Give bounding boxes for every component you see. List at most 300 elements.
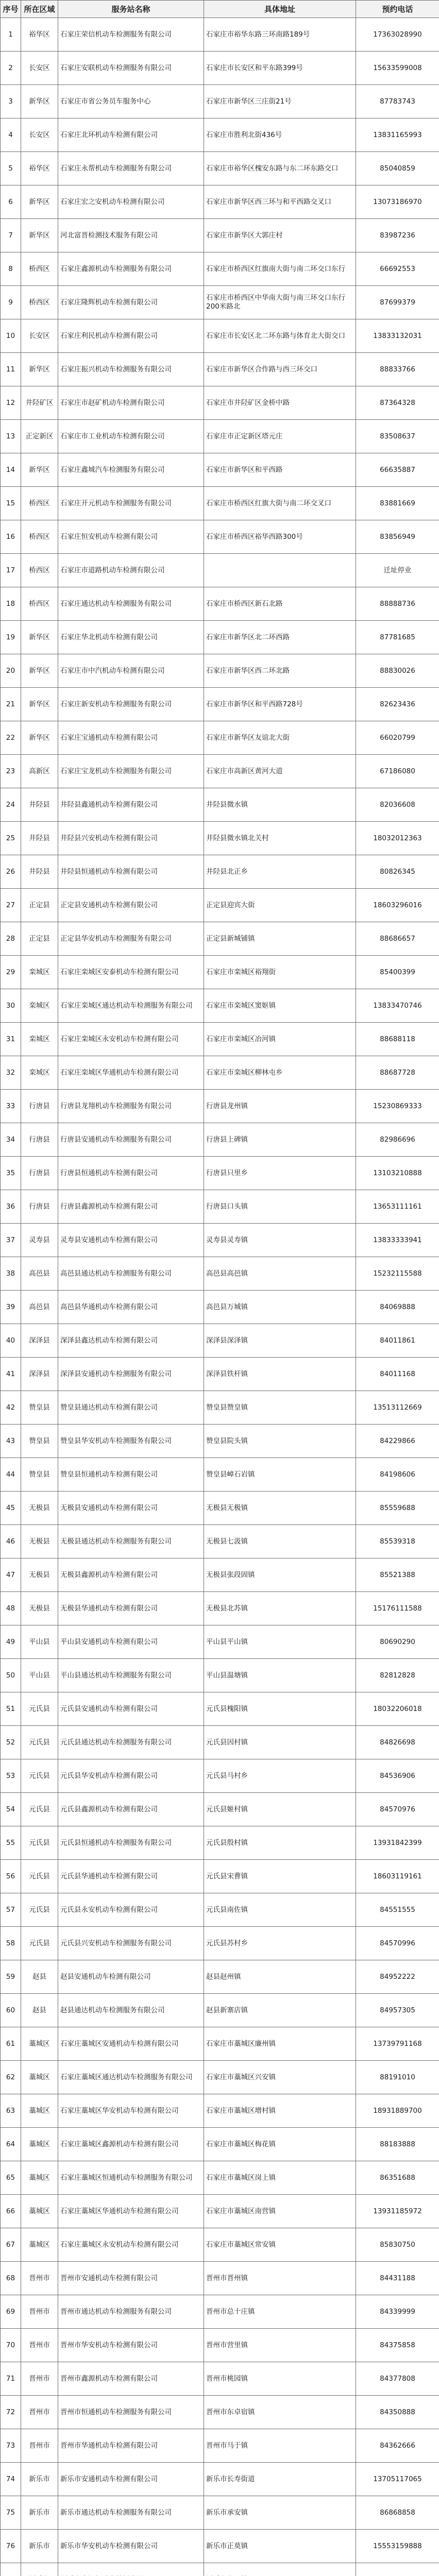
row-phone: 83508637 [356,420,439,453]
row-index: 25 [1,822,21,855]
table-row [1,956,439,989]
row-phone: 66692553 [356,252,439,286]
row-address: 井陉县微水镇 [204,788,356,822]
table-row [1,1324,439,1358]
row-district: 新华区 [21,654,58,688]
row-index: 60 [1,1994,21,2027]
row-address: 深泽县深泽镇 [204,1324,356,1358]
row-address: 石家庄市新华区大郭庄村 [204,219,356,252]
row-phone: 80690290 [356,1625,439,1659]
table-row [1,2027,439,2061]
table-row [1,1592,439,1625]
row-district: 无极县 [21,1492,58,1525]
row-index: 33 [1,1090,21,1123]
table-row [1,2396,439,2429]
row-phone: 87783743 [356,85,439,118]
row-phone: 83987236 [356,219,439,252]
row-index: 11 [1,353,21,386]
row-index: 32 [1,1056,21,1090]
row-phone: 82986696 [356,1123,439,1157]
row-phone: 84011861 [356,1324,439,1358]
row-address: 井陉县北正乡 [204,855,356,889]
row-address: 石家庄市正定新区塔元庄 [204,420,356,453]
row-district: 长安区 [21,52,58,85]
row-phone: 85830750 [356,2228,439,2262]
row-district: 赵县 [21,1994,58,2027]
table-row [1,2563,439,2576]
table-row [1,1291,439,1324]
row-index: 52 [1,1726,21,1759]
row-district: 藁城区 [21,2061,58,2094]
table-row [1,2094,439,2128]
row-station-name: 石家庄市省公务员车服务中心 [58,85,204,118]
row-phone: 88686657 [356,922,439,956]
row-phone: 80826345 [356,855,439,889]
table-row [1,319,439,353]
row-district: 藁城区 [21,2195,58,2228]
row-phone: 84570976 [356,1793,439,1826]
row-district: 元氏县 [21,1726,58,1759]
row-district: 井陉县 [21,855,58,889]
row-station-name: 新乐市通达机动车检测服务有限公司 [58,2496,204,2530]
row-station-name: 晋州市恒通机动车检测服务有限公司 [58,2396,204,2429]
row-address: 石家庄市新华区合作路与西三环交口 [204,353,356,386]
table-row [1,1358,439,1391]
row-phone: 85539318 [356,1525,439,1558]
row-phone: 15176111588 [356,1592,439,1625]
row-index: 36 [1,1190,21,1224]
row-district: 正定县 [21,922,58,956]
table-row [1,219,439,252]
row-station-name: 石家庄藁城区恒通机动车检测服务有限公司 [58,2161,204,2195]
header-station-name: 服务站名称 [58,1,204,18]
row-station-name: 石家庄鑫城汽车检测服务有限公司 [58,453,204,487]
row-index: 70 [1,2329,21,2362]
row-index: 71 [1,2362,21,2396]
row-address: 无极县无极镇 [204,1492,356,1525]
table-row [1,1157,439,1190]
row-district: 新华区 [21,453,58,487]
row-station-name: 赵县通达机动车检测服务有限公司 [58,1994,204,2027]
row-station-name: 井陉县恒通机动车检测有限公司 [58,855,204,889]
table-row [1,1492,439,1525]
row-phone: 85040859 [356,152,439,185]
row-district: 平山县 [21,1625,58,1659]
row-index: 63 [1,2094,21,2128]
row-index: 50 [1,1659,21,1692]
row-phone: 84011168 [356,1358,439,1391]
row-address: 石家庄市藁城区南营镇 [204,2195,356,2228]
row-phone: 84431188 [356,2262,439,2295]
row-station-name: 元氏县永安机动车检测有限公司 [58,1893,204,1927]
row-index: 75 [1,2496,21,2530]
row-district: 无极县 [21,1558,58,1592]
row-phone: 85521388 [356,1558,439,1592]
table-row [1,2329,439,2362]
row-station-name: 赵县安通机动车检测有限公司 [58,1960,204,1994]
row-address: 石家庄市新华区西三环与和平西路交叉口 [204,185,356,219]
row-address: 石家庄市藁城区廉州镇 [204,2027,356,2061]
row-station-name: 行唐县龙翔机动车检测服务有限公司 [58,1090,204,1123]
row-address: 石家庄市藁城区梅花镇 [204,2128,356,2161]
row-address: 石家庄市裕华东路三环南路189号 [204,18,356,52]
table-row [1,1726,439,1759]
row-address: 赞皇县赞皇镇 [204,1391,356,1425]
row-index: 74 [1,2463,21,2496]
row-phone: 88687728 [356,1056,439,1090]
row-station-name [58,2563,204,2576]
row-address: 石家庄市长安区北二环东路与体育北大街交口 [204,319,356,353]
row-index: 56 [1,1860,21,1893]
row-index: 49 [1,1625,21,1659]
row-phone: 84570996 [356,1927,439,1960]
row-district: 栾城区 [21,1056,58,1090]
row-station-name: 石家庄宝通机动车检测有限公司 [58,721,204,755]
row-station-name: 河北富晋检测技术服务有限公司 [58,219,204,252]
table-row [1,1960,439,1994]
row-station-name: 石家庄栾城区华通机动车检测有限公司 [58,1056,204,1090]
row-district: 长安区 [21,319,58,353]
row-district: 桥西区 [21,487,58,520]
row-address: 石家庄市胜利北街436号 [204,118,356,152]
row-district: 晋州市 [21,2262,58,2295]
row-index: 65 [1,2161,21,2195]
table-row [1,587,439,621]
row-phone: 84957305 [356,1994,439,2027]
row-phone: 84229866 [356,1425,439,1458]
row-phone: 18603296016 [356,889,439,922]
row-district: 新乐市 [21,2496,58,2530]
row-station-name: 新乐市安通机动车检测有限公司 [58,2463,204,2496]
row-phone: 85559688 [356,1492,439,1525]
table-row [1,2195,439,2228]
table-row [1,1927,439,1960]
row-index: 73 [1,2429,21,2463]
header-address: 具体地址 [204,1,356,18]
row-index: 19 [1,621,21,654]
row-district: 井陉县 [21,788,58,822]
row-station-name: 晋州市鑫源机动车检测有限公司 [58,2362,204,2396]
row-address: 石家庄市新华区和平西路728号 [204,688,356,721]
row-district: 新华区 [21,621,58,654]
row-address: 新乐市长寿街道 [204,2463,356,2496]
row-district: 新华区 [21,185,58,219]
table-row [1,286,439,319]
table-row [1,1090,439,1123]
row-address: 灵寿县灵寿镇 [204,1224,356,1257]
row-phone: 88830026 [356,654,439,688]
row-phone: 83856949 [356,520,439,554]
row-index: 72 [1,2396,21,2429]
row-address [204,554,356,587]
row-station-name: 平山县通达机动车检测服务有限公司 [58,1659,204,1692]
row-station-name: 石家庄通达机动车检测服务有限公司 [58,587,204,621]
row-district: 桥西区 [21,587,58,621]
row-district: 栾城区 [21,1023,58,1056]
row-phone: 84069888 [356,1291,439,1324]
row-station-name: 石家庄市中汽机动车检测有限公司 [58,654,204,688]
header-phone: 预约电话 [356,1,439,18]
table-row [1,989,439,1023]
row-index: 5 [1,152,21,185]
row-index: 13 [1,420,21,453]
row-station-name: 石家庄藁城区安通机动车检测有限公司 [58,2027,204,2061]
row-district: 深泽县 [21,1358,58,1391]
row-phone: 18032012363 [356,822,439,855]
row-address: 赵县赵州镇 [204,1960,356,1994]
row-district: 藁城区 [21,2094,58,2128]
table-row [1,721,439,755]
table-row [1,1793,439,1826]
row-phone: 87781685 [356,621,439,654]
row-phone: 13833132031 [356,319,439,353]
row-station-name: 石家庄宝龙机动车检测服务有限公司 [58,755,204,788]
row-index: 37 [1,1224,21,1257]
row-index: 39 [1,1291,21,1324]
row-station-name: 无极县鑫源机动车检测有限公司 [58,1558,204,1592]
row-district: 无极县 [21,1592,58,1625]
row-phone: 13931185972 [356,2195,439,2228]
table-row [1,2161,439,2195]
row-phone: 84339999 [356,2295,439,2329]
row-address: 行唐县只里乡 [204,1157,356,1190]
row-address [204,2563,356,2576]
table-row [1,621,439,654]
row-district: 行唐县 [21,1190,58,1224]
row-phone: 13073186970 [356,185,439,219]
row-district: 桥西区 [21,554,58,587]
row-address: 石家庄市藁城区岗上镇 [204,2161,356,2195]
row-phone: 84198606 [356,1458,439,1492]
row-index: 54 [1,1793,21,1826]
row-address: 石家庄市桥西区新石北路 [204,587,356,621]
row-district: 元氏县 [21,1893,58,1927]
row-district: 灵寿县 [21,1224,58,1257]
row-station-name: 晋州市通达机动车检测服务有限公司 [58,2295,204,2329]
row-address: 石家庄市新华区和平西路 [204,453,356,487]
table-row [1,2429,439,2463]
row-district: 赞皇县 [21,1391,58,1425]
row-index: 40 [1,1324,21,1358]
row-district: 井陉县 [21,822,58,855]
row-district: 新华区 [21,721,58,755]
row-phone: 13653111161 [356,1190,439,1224]
row-station-name: 赞皇县通达机动车检测有限公司 [58,1391,204,1425]
row-district: 行唐县 [21,1123,58,1157]
row-index [1,2563,21,2576]
row-index: 69 [1,2295,21,2329]
table-row [1,185,439,219]
row-index: 21 [1,688,21,721]
row-district: 新华区 [21,219,58,252]
row-address: 高邑县高邑镇 [204,1257,356,1291]
row-index: 28 [1,922,21,956]
row-district: 桥西区 [21,286,58,319]
row-index: 76 [1,2530,21,2563]
row-district: 晋州市 [21,2295,58,2329]
row-address: 石家庄市藁城区常安镇 [204,2228,356,2262]
row-district: 藁城区 [21,2161,58,2195]
row-district: 高邑县 [21,1291,58,1324]
row-address: 无极县北苏镇 [204,1592,356,1625]
row-phone: 88688118 [356,1023,439,1056]
row-phone: 88191010 [356,2061,439,2094]
row-station-name: 石家庄华北机动车检测有限公司 [58,621,204,654]
row-address: 晋州市马于镇 [204,2429,356,2463]
row-district: 栾城区 [21,989,58,1023]
row-phone: 17363028990 [356,18,439,52]
row-phone: 84952222 [356,1960,439,1994]
row-index: 3 [1,85,21,118]
row-address: 平山县温塘镇 [204,1659,356,1692]
table-row [1,2496,439,2530]
table-row [1,1458,439,1492]
row-phone: 84536906 [356,1759,439,1793]
row-station-name: 无极县通达机动车检测服务有限公司 [58,1525,204,1558]
row-address: 石家庄市新华区西二环北路 [204,654,356,688]
table-row [1,2228,439,2262]
row-station-name: 石家庄利民机动车检测有限公司 [58,319,204,353]
row-index: 30 [1,989,21,1023]
row-address: 石家庄市高新区黄河大道 [204,755,356,788]
row-district: 裕华区 [21,18,58,52]
table-row [1,1860,439,1893]
row-district: 无极县 [21,1525,58,1558]
row-station-name: 新乐市华安机动车检测有限公司 [58,2530,204,2563]
row-district: 井陉矿区 [21,386,58,420]
table-row [1,152,439,185]
row-address: 石家庄市栾城区柳林屯乡 [204,1056,356,1090]
row-station-name: 石家庄荣信机动车检测服务有限公司 [58,18,204,52]
table-row [1,755,439,788]
row-station-name: 行唐县安通机动车检测服务有限公司 [58,1123,204,1157]
row-station-name: 石家庄安联机动车检测服务有限公司 [58,52,204,85]
row-index: 8 [1,252,21,286]
row-station-name: 赞皇县华安机动车检测服务有限公司 [58,1425,204,1458]
row-address: 元氏县因村镇 [204,1726,356,1759]
row-station-name: 元氏县兴安机动车检测服务有限公司 [58,1927,204,1960]
row-address: 石家庄市井陉矿区金桥中路 [204,386,356,420]
row-district: 行唐县 [21,1157,58,1190]
row-station-name: 石家庄藁城区华安机动车检测有限公司 [58,2094,204,2128]
row-station-name: 石家庄恒安机动车检测有限公司 [58,520,204,554]
row-address: 元氏县槐阳镇 [204,1692,356,1726]
table-row [1,1994,439,2027]
table-row [1,2128,439,2161]
row-station-name: 元氏县恒通机动车检测服务有限公司 [58,1826,204,1860]
row-station-name: 井陉县鑫通机动车检测有限公司 [58,788,204,822]
row-index: 42 [1,1391,21,1425]
row-index: 46 [1,1525,21,1558]
table-row [1,487,439,520]
row-station-name: 石家庄北环机动车检测有限公司 [58,118,204,152]
table-row [1,2061,439,2094]
row-district: 高邑县 [21,1257,58,1291]
row-address: 赞皇县嶂石岩镇 [204,1458,356,1492]
row-index: 22 [1,721,21,755]
row-phone: 84826698 [356,1726,439,1759]
row-index: 67 [1,2228,21,2262]
table-row [1,85,439,118]
row-station-name: 元氏县华安机动车检测有限公司 [58,1759,204,1793]
row-index: 24 [1,788,21,822]
row-index: 68 [1,2262,21,2295]
row-phone: 87699379 [356,286,439,319]
row-index: 1 [1,18,21,52]
row-address: 晋州市东卓宿镇 [204,2396,356,2429]
row-district: 新华区 [21,85,58,118]
table-row [1,252,439,286]
row-index: 35 [1,1157,21,1190]
row-index: 34 [1,1123,21,1157]
row-address: 无极县七汲镇 [204,1525,356,1558]
table-row [1,1893,439,1927]
row-address: 元氏县殷村镇 [204,1826,356,1860]
row-index: 10 [1,319,21,353]
table-row [1,2463,439,2496]
row-index: 58 [1,1927,21,1960]
row-district: 正定县 [21,889,58,922]
row-index: 12 [1,386,21,420]
row-station-name: 石家庄藁城区华通机动车检测有限公司 [58,2195,204,2228]
table-row [1,654,439,688]
row-station-name: 行唐县恒通机动车检测有限公司 [58,1157,204,1190]
row-district: 元氏县 [21,1793,58,1826]
row-address: 高邑县万城镇 [204,1291,356,1324]
row-phone: 67186080 [356,755,439,788]
row-station-name: 石家庄开元机动车检测服务有限公司 [58,487,204,520]
row-phone: 13739791168 [356,2027,439,2061]
row-index: 59 [1,1960,21,1994]
row-phone: 82812828 [356,1659,439,1692]
row-phone: 87364328 [356,386,439,420]
row-index: 64 [1,2128,21,2161]
table-row [1,1826,439,1860]
row-phone: 15553159888 [356,2530,439,2563]
row-address: 石家庄市藁城区增村镇 [204,2094,356,2128]
row-station-name: 石家庄市道路机动车检测有限公司 [58,554,204,587]
row-index: 18 [1,587,21,621]
table-row [1,1525,439,1558]
row-district: 赵县 [21,1960,58,1994]
row-index: 26 [1,855,21,889]
row-phone: 13513112669 [356,1391,439,1425]
row-station-name: 石家庄永帮机动车检测服务有限公司 [58,152,204,185]
table-row [1,855,439,889]
row-phone [356,2563,439,2576]
row-index: 62 [1,2061,21,2094]
table-row [1,2295,439,2329]
row-station-name: 深泽县鑫达机动车检测有限公司 [58,1324,204,1358]
row-phone: 18931889700 [356,2094,439,2128]
table-row [1,1391,439,1425]
row-district: 正定新区 [21,420,58,453]
row-phone: 13931842399 [356,1826,439,1860]
row-phone: 13833333941 [356,1224,439,1257]
row-phone: 86868858 [356,2496,439,2530]
table-row [1,889,439,922]
row-station-name: 石家庄隆辉机动车检测有限公司 [58,286,204,319]
row-phone: 83881669 [356,487,439,520]
row-district: 晋州市 [21,2362,58,2396]
row-station-name: 石家庄藁城区通达机动车检测服务有限公司 [58,2061,204,2094]
row-station-name: 元氏县通达机动车检测服务有限公司 [58,1726,204,1759]
row-phone: 13103210888 [356,1157,439,1190]
row-station-name: 元氏县安通机动车检测有限公司 [58,1692,204,1726]
row-station-name: 晋州市华通机动车检测有限公司 [58,2429,204,2463]
row-address: 赞皇县院头镇 [204,1425,356,1458]
table-row [1,554,439,587]
